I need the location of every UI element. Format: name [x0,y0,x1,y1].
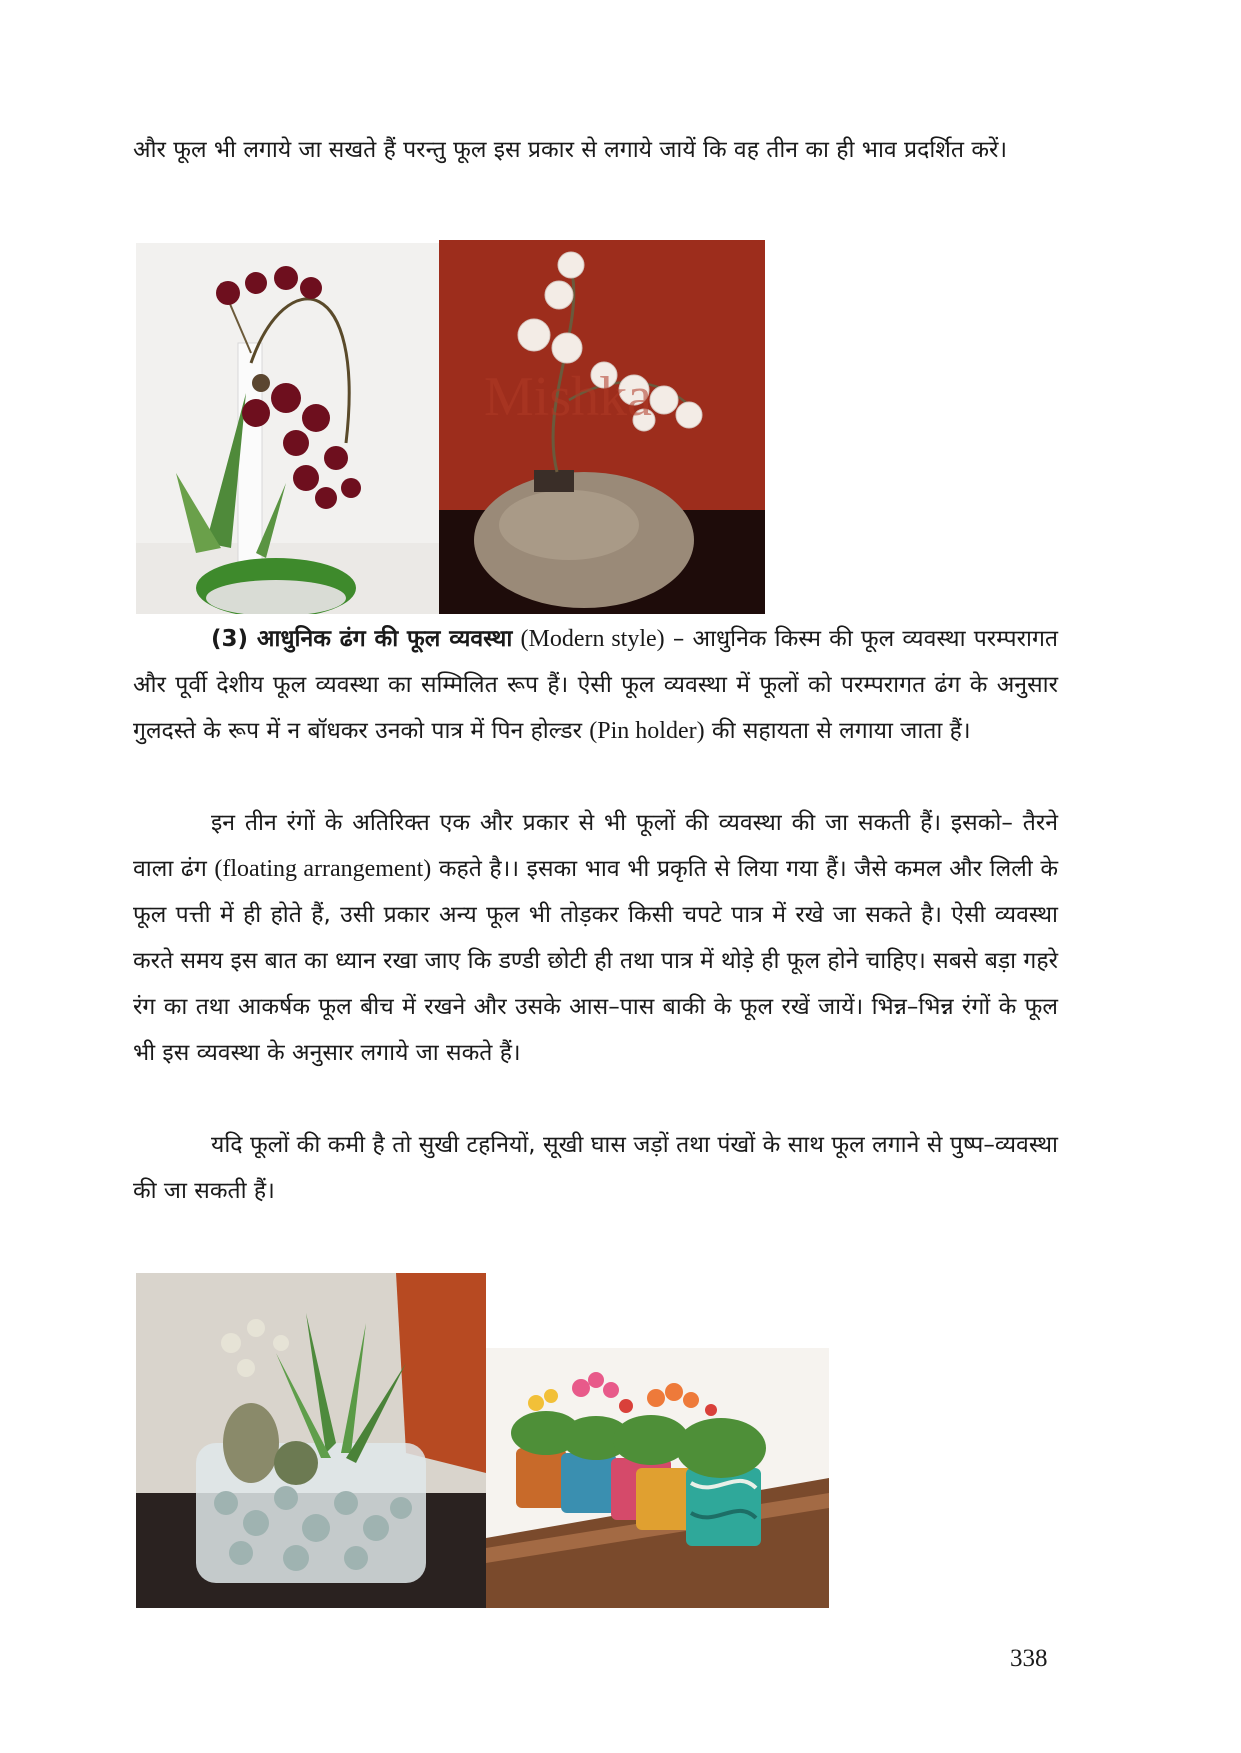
photo-white-orchid-vase [439,240,765,614]
floating-paragraph [133,800,1058,1076]
photo-succulent-bowl [136,1273,486,1608]
page-number: 338 [1010,1645,1048,1672]
pin-holder-term: (Pin holder) [589,718,705,744]
modern-style-text-2: की सहायता से लगाया जाता हैं। [704,718,971,744]
photo-flower-pots-row [486,1348,829,1608]
modern-style-text-1: – आधुनिक किस्म की फूल व्यवस्था परम्परागत और पूर्वी देशीय फूल व्यवस्था का सम्मिलित रूप हैं। ऐसी फूल व्यवस्था में फूलों को परम्परागत ढंग के अनुसार गुलदस्ते के रूप में न बॉधकर उनको पात्र में पिन होल्डर [133,626,1059,744]
floating-english: (floating arrangement) [214,856,432,882]
modern-style-english: (Modern style) [520,626,665,652]
dry-material-paragraph: यदि फूलों की कमी है तो सुखी टहनियों, सूखी घास जड़ों तथा पंखों के साथ फूल लगाने से पुष्प–व्यवस्था की जा सकती हैं। [133,1132,1058,1204]
watermark-text: Mishka [484,366,652,428]
modern-style-paragraph [133,616,1058,754]
photo-red-orchid-arrangement [136,243,439,614]
modern-style-heading: (3) आधुनिक ढंग की फूल व्यवस्था [211,626,513,652]
floating-text-2: कहते है।। इसका भाव भी प्रकृति से लिया गया हैं। जैसे कमल और लिली के फूल पत्ती में ही होते हैं, उसी प्रकार अन्य फूल भी तोड़कर किसी चपटे पात्र में रखे जा सकते है। ऐसी व्यवस्था करते समय इस बात का ध्यान रखा जाए कि डण्डी छोटी ही तथा पात्र में थोड़े ही फूल होने चाहिए। सबसे बड़ा गहरे रंग का तथा आकर्षक फूल बीच में रखने और उसके आस–पास बाकी के फूल रखें जायें। भिन्न–भिन्न रंगों के फूल भी इस व्यवस्था के अनुसार लगाये जा सकते हैं। [133,856,1059,1066]
intro-paragraph: और फूल भी लगाये जा सखते हैं परन्तु फूल इस प्रकार से लगाये जायें कि वह तीन का ही भाव प्रदर्शित करें। [133,137,1008,163]
floating-text-1: इन तीन रंगों के अतिरिक्त एक और प्रकार से भी फूलों की व्यवस्था की जा सकती हैं। इसको– तैरने वाला ढंग [133,810,1058,882]
